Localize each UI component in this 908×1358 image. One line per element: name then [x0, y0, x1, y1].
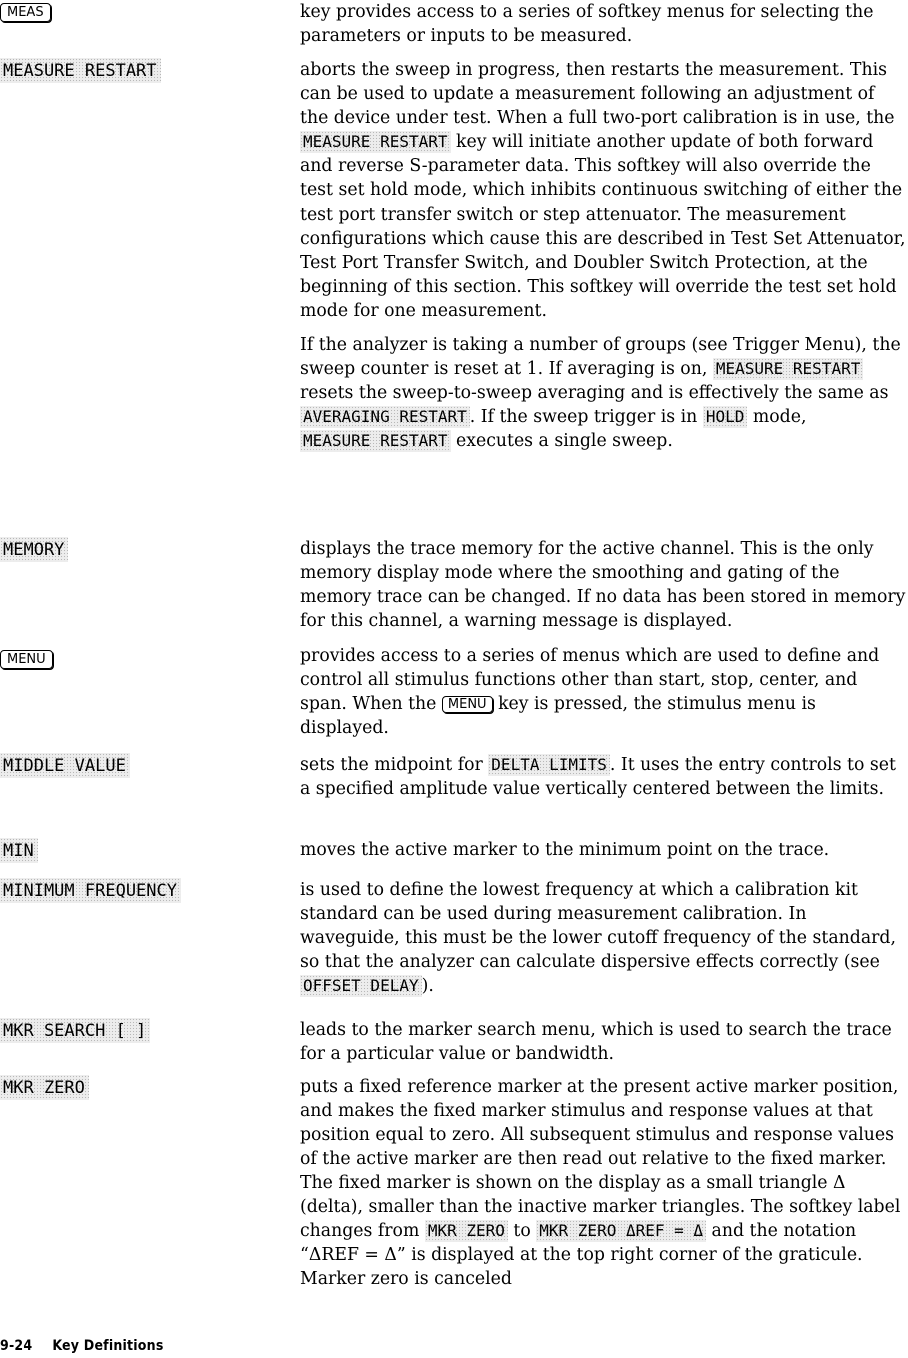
menu-hardkey[interactable]: MENU [0, 650, 53, 669]
mkr-zero-softkey[interactable]: MKR ZERO [0, 1075, 89, 1100]
memory-description: displays the trace memory for the active channel. This is the only memory display mode where the smoothing and gating of the memory trace can be changed. If no data has been stored in memory for this channel, a warning message is displayed. [300, 539, 906, 631]
middle-value-description: sets the midpoint for DELTA LIMITS . It uses the entry controls to set a specified amplitude value vertically centered between the limits. [300, 755, 896, 799]
offset-delay-inline-key: OFFSET DELAY [300, 975, 422, 997]
min-softkey[interactable]: MIN [0, 838, 38, 863]
mkr-zero-inline-key: MKR ZERO [425, 1220, 508, 1242]
mkr-zero-description: puts a fixed reference marker at the present active marker position, and makes the fixed marker stimulus and response values at that position equal to zero. All subsequent stimulus and response values of the active marker are then read out relative to the fixed marker. The fixed marker is shown on the display as a small triangle Δ (delta), smaller than the inactive marker triangles. The softkey label changes from MKR ZERO to MKR ZERO ΔREF = Δ and the notation “ΔREF = Δ” is displayed at the top right corner of the graticule. Marker zero is canceled [300, 1077, 901, 1289]
measure-restart-inline-key-3: MEASURE RESTART [300, 430, 451, 452]
mkr-zero-ref-inline-key: MKR ZERO ΔREF = Δ [536, 1220, 706, 1242]
mkr-search-softkey[interactable]: MKR SEARCH [ ] [0, 1018, 150, 1043]
meas-description: key provides access to a series of softkey menus for selecting the parameters or inputs to be measured. [300, 2, 874, 46]
page-footer [0, 1338, 164, 1354]
meas-hardkey[interactable]: MEAS [0, 3, 51, 22]
measure-restart-inline-key-2: MEASURE RESTART [713, 358, 864, 380]
averaging-restart-inline-key: AVERAGING RESTART [300, 406, 470, 428]
minimum-frequency-softkey[interactable]: MINIMUM FREQUENCY [0, 878, 181, 903]
delta-limits-inline-key: DELTA LIMITS [488, 754, 610, 776]
hold-inline-key: HOLD [703, 406, 748, 428]
menu-inline-hardkey: MENU [442, 696, 493, 713]
measure-restart-softkey[interactable]: MEASURE RESTART [0, 58, 161, 83]
memory-softkey[interactable]: MEMORY [0, 537, 68, 562]
minimum-frequency-description: is used to define the lowest frequency at which a calibration kit standard can be used during measurement calibration. In waveguide, this must be the lower cutoff frequency of the standard, so that the analyzer can calculate dispersive effects correctly (see OFFSET DELAY ). [300, 880, 896, 996]
mkr-search-description: leads to the marker search menu, which is used to search the trace for a particular value or bandwidth. [300, 1020, 892, 1064]
section-title: Key Definitions [52, 1338, 164, 1354]
middle-value-softkey[interactable]: MIDDLE VALUE [0, 753, 130, 778]
measure-restart-inline-key: MEASURE RESTART [300, 131, 451, 153]
menu-description: provides access to a series of menus which are used to define and control all stimulus functions other than start, stop, center, and span. When the MENU key is pressed, the stimulus menu is displayed. [300, 646, 880, 738]
measure-restart-description: aborts the sweep in progress, then restarts the measurement. This can be used to update a measurement following an adjustment of the device under test. When a full two-port calibration is in use, the MEASURE RESTART key will initiate another update of both forward and reverse S-parameter data. This softkey will also override the test set hold mode, which inhibits continuous switching of either the test port transfer switch or step attenuator. The measurement configurations which cause this are described in Test Set Attenuator, Test Port Transfer Switch, and Doubler Switch Protection, at the beginning of this section. This softkey will override the test set hold mode for one measurement. [300, 60, 906, 321]
page-number: 9-24 [0, 1338, 33, 1354]
measure-restart-description-2: If the analyzer is taking a number of groups (see Trigger Menu), the sweep counter is reset at 1. If averaging is on, MEASURE RESTART resets the sweep-to-sweep averaging and is effectively the same as AVERAGING RESTART . If the sweep trigger is in HOLD mode, MEASURE RESTART executes a single sweep. [300, 335, 901, 452]
min-description: moves the active marker to the minimum point on the trace. [300, 840, 830, 860]
